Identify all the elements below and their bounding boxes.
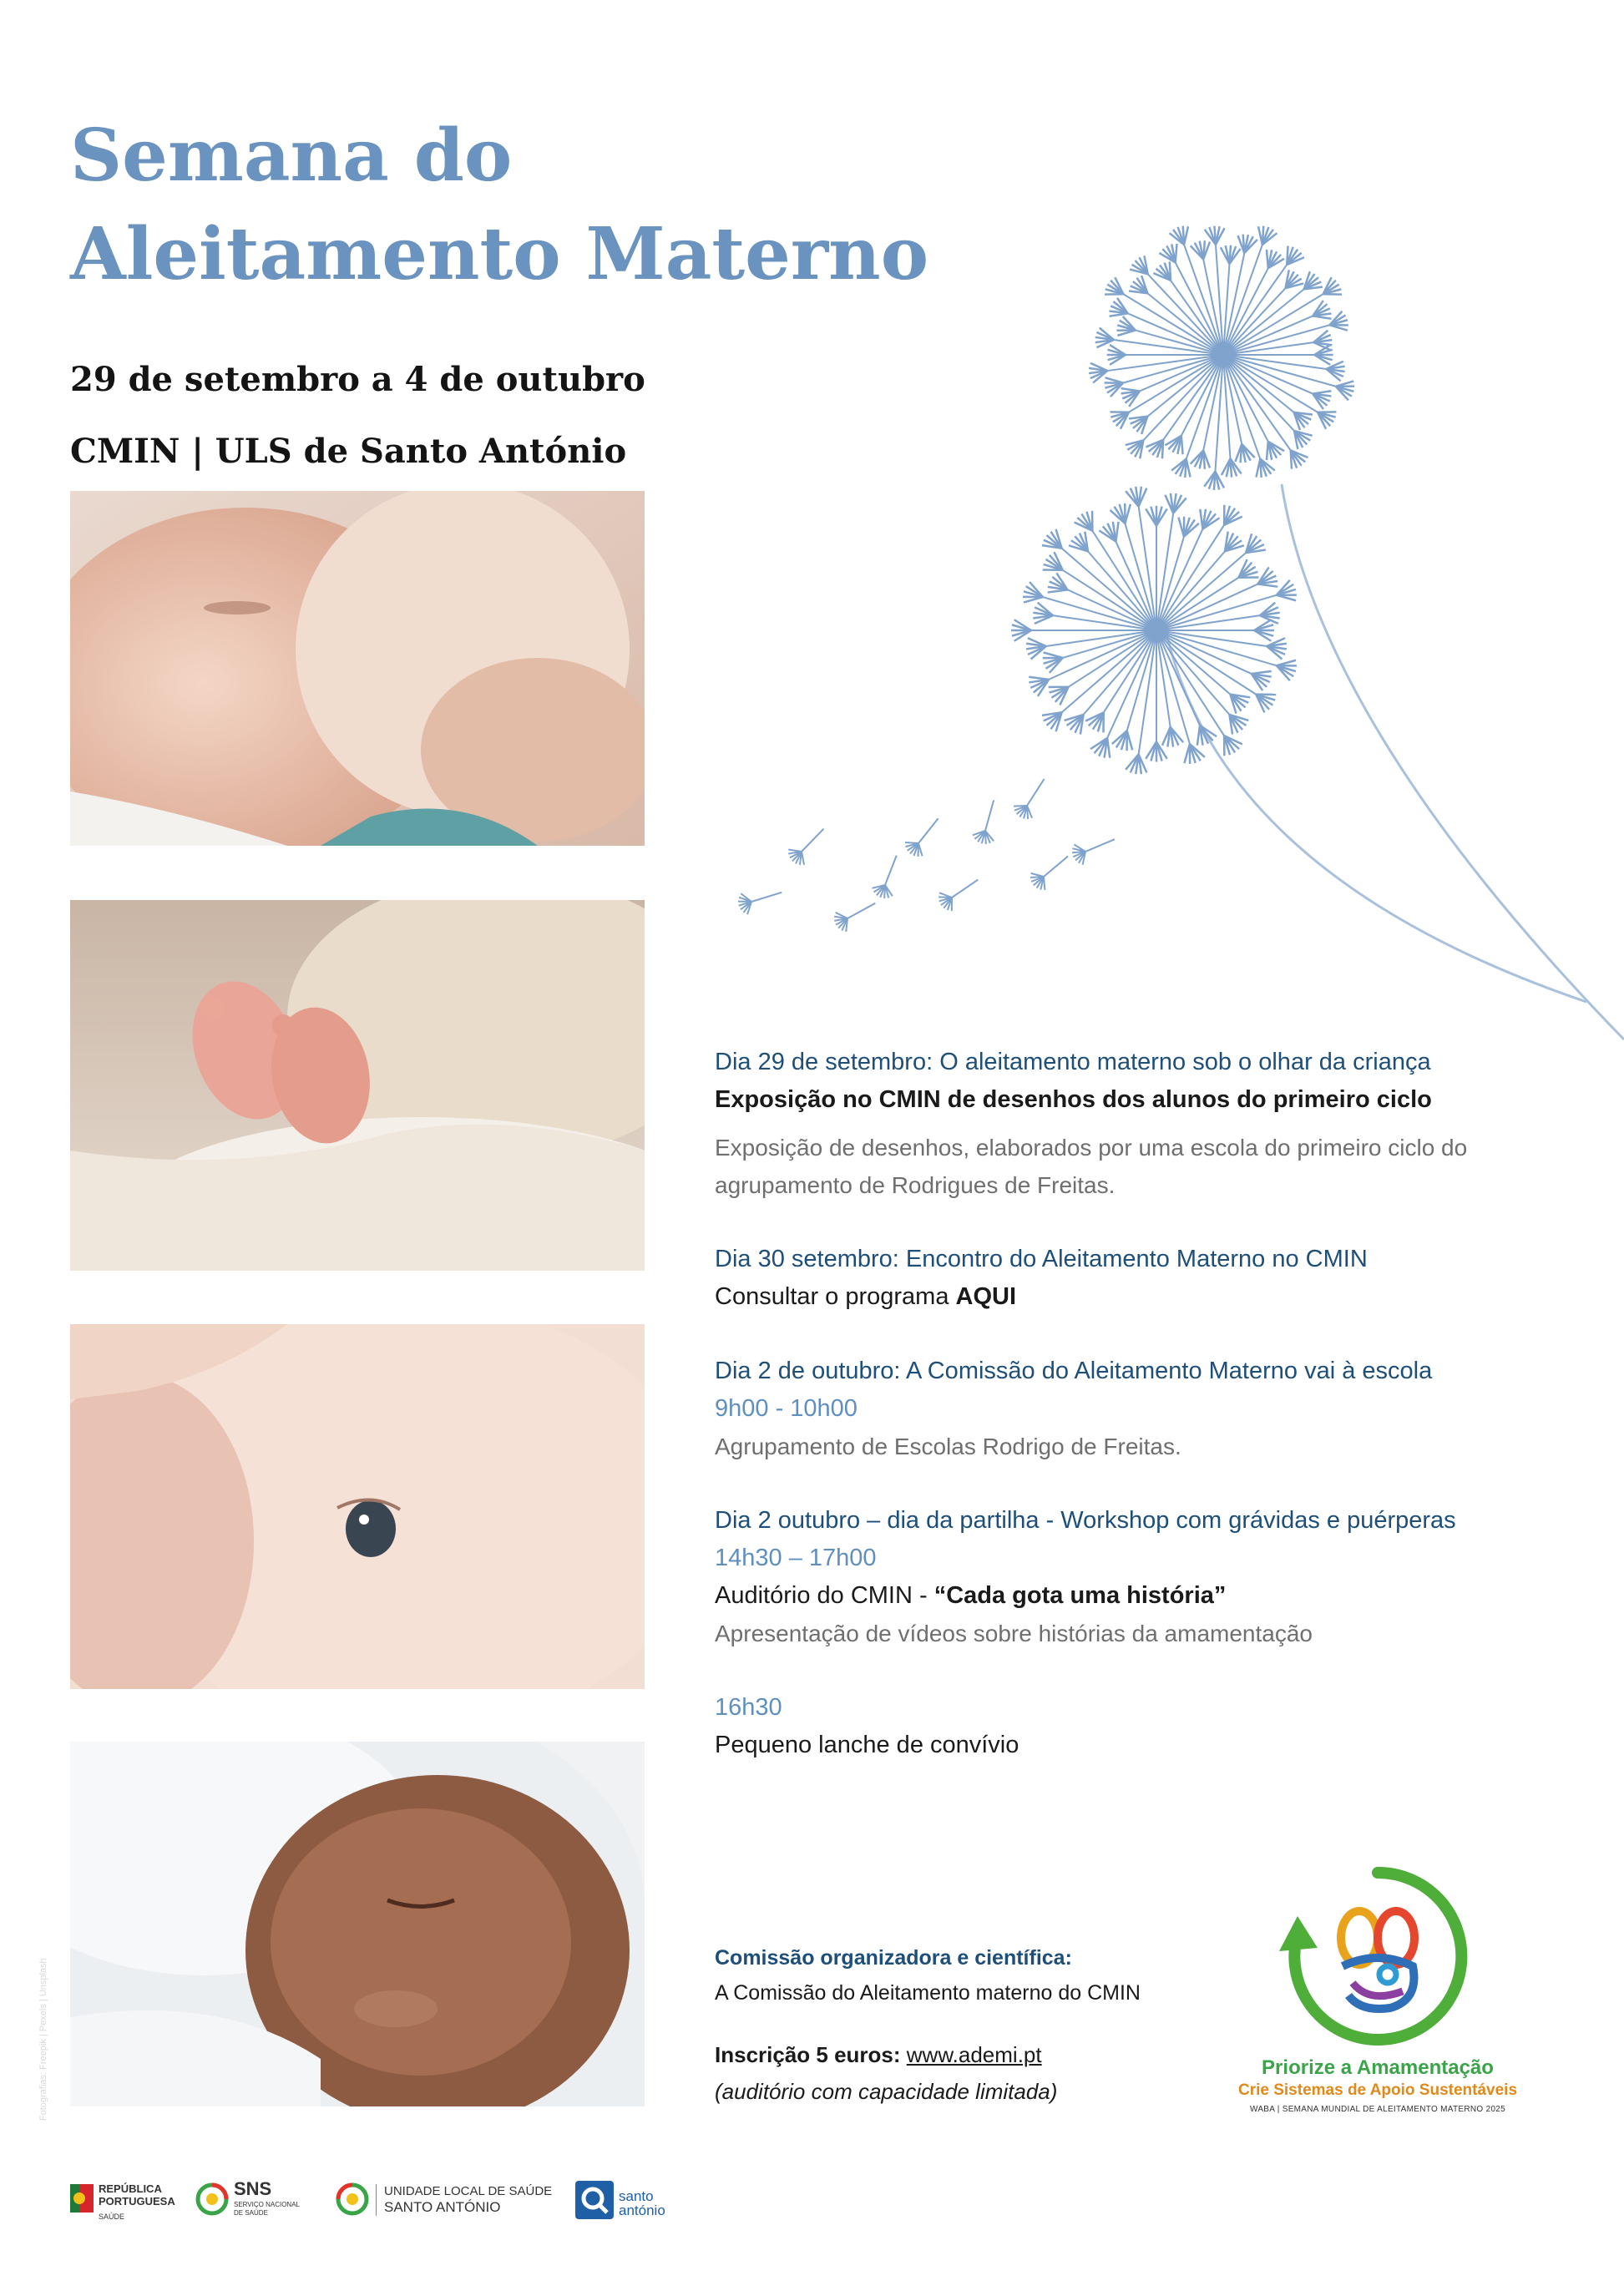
rp-line-3: SAÚDE [99, 2213, 125, 2221]
event-description: Agrupamento de Escolas Rodrigo de Freitas. [715, 1434, 1181, 1459]
sa-line-1: santo [619, 2188, 654, 2204]
organization-label: Comissão organizadora e científica: [715, 1946, 1072, 1970]
sns-main: SNS [234, 2178, 272, 2199]
title-line-1: Semana do [70, 114, 513, 198]
event-dates: 29 de setembro a 4 de outubro [70, 360, 645, 399]
waba-logo [1236, 1858, 1520, 2125]
event-subtitle: Exposição no CMIN de desenhos dos alunos do primeiro ciclo [715, 1086, 1432, 1113]
santo-antonio-emblem-icon [575, 2181, 614, 2219]
sns-sub-2: DE SAÚDE [234, 2209, 268, 2217]
event-text-prefix: Consultar o programa [715, 1283, 956, 1310]
event-text: Pequeno lanche de convívio [715, 1732, 1019, 1758]
event-time: 14h30 – 17h00 [715, 1545, 877, 1571]
program-link[interactable]: AQUI [955, 1283, 1017, 1310]
uls-santo-antonio-logo [336, 2177, 553, 2228]
event-item [715, 1502, 1550, 1652]
event-time: 9h00 - 10h00 [715, 1395, 858, 1422]
sns-sub-1: SERVIÇO NACIONAL [234, 2201, 300, 2208]
registration-note: (auditório com capacidade limitada) [715, 2079, 1058, 2104]
sns-emblem-icon [195, 2182, 229, 2216]
event-title: Dia 29 de setembro: O aleitamento materno sob o olhar da criança [715, 1049, 1431, 1075]
event-title: Dia 30 setembro: Encontro do Aleitamento Materno no CMIN [715, 1246, 1368, 1272]
santo-antonio-logo [575, 2177, 684, 2228]
dandelion-illustration [718, 209, 1624, 1052]
rp-line-2: PORTUGUESA [99, 2195, 175, 2207]
uls-emblem-icon [336, 2182, 369, 2216]
photo-baby-eye [70, 1324, 645, 1689]
sns-logo [195, 2177, 312, 2228]
photo-baby-feet [70, 900, 645, 1271]
footer-logos [70, 2177, 822, 2236]
uls-line-1: UNIDADE LOCAL DE SAÚDE [384, 2184, 553, 2198]
event-description: Exposição de desenhos, elaborados por uma escola do primeiro ciclo do agrupamento de Rodrigues de Freitas. [715, 1135, 1468, 1198]
organization-block [715, 1941, 1232, 2110]
registration-label: Inscrição 5 euros: [715, 2042, 907, 2067]
event-item [715, 1241, 1550, 1316]
uls-divider [376, 2184, 377, 2216]
waba-slogan: Priorize a Amamentação [1262, 2056, 1494, 2079]
event-text [715, 1577, 1550, 1615]
event-title: Dia 2 de outubro: A Comissão do Aleitamento Materno vai à escola [715, 1358, 1433, 1384]
uls-line-2: SANTO ANTÓNIO [384, 2199, 501, 2215]
event-text-prefix: Auditório do CMIN - [715, 1582, 934, 1609]
event-time: 16h30 [715, 1694, 782, 1721]
photo-credit: Fotografias: Freepik | Pexels | Unsplash [38, 1958, 48, 2121]
event-item [715, 1689, 1550, 1764]
event-title: Dia 2 outubro – dia da partilha - Workshop com grávidas e puérperas [715, 1507, 1456, 1534]
waba-subslogan: Crie Sistemas de Apoio Sustentáveis [1237, 2081, 1518, 2099]
title-line-2: Aleitamento Materno [70, 212, 929, 296]
event-header [70, 344, 645, 488]
rp-line-1: REPÚBLICA [99, 2182, 162, 2195]
photo-sleeping-baby [70, 1742, 645, 2106]
sa-line-2: antónio [619, 2202, 665, 2218]
organization-value: A Comissão do Aleitamento materno do CMIN [715, 1981, 1141, 2005]
registration [715, 2036, 1232, 2073]
event-item [715, 1044, 1550, 1204]
waba-caption: WABA | SEMANA MUNDIAL DE ALEITAMENTO MATERNO 2025 [1249, 2105, 1506, 2114]
program-list [715, 1044, 1550, 1801]
photo-breastfeeding [70, 491, 645, 846]
waba-emblem-icon [1236, 1858, 1520, 2055]
event-description: Apresentação de vídeos sobre histórias da amamentação [715, 1621, 1313, 1646]
registration-link[interactable]: www.ademi.pt [906, 2042, 1042, 2067]
event-text-highlight: “Cada gota uma história” [933, 1582, 1227, 1609]
portugal-flag-icon [70, 2184, 94, 2213]
event-venue: CMIN | ULS de Santo António [70, 432, 627, 471]
republica-portuguesa-logo [70, 2177, 179, 2228]
event-item [715, 1353, 1550, 1465]
event-text [715, 1278, 1550, 1316]
